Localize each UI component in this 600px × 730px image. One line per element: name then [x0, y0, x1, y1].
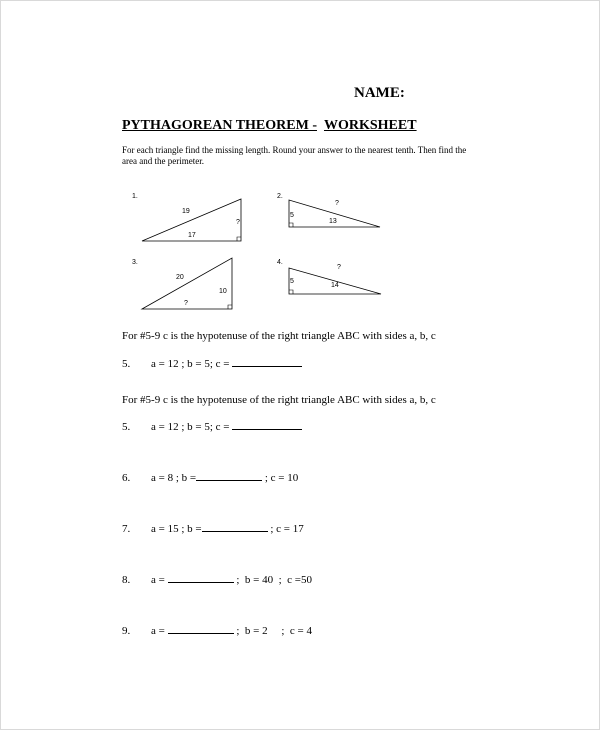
question-number: 5.: [122, 421, 131, 433]
answer-blank[interactable]: [196, 470, 262, 481]
question-8: [122, 572, 312, 586]
figure-2: [277, 193, 380, 227]
name-label: NAME:: [354, 85, 405, 101]
question-text-b: ; c = 17: [270, 523, 304, 535]
figure-1-hyp: 19: [182, 208, 190, 215]
question-9: [122, 623, 312, 637]
question-text: a = 12 ; b = 5; c =: [151, 421, 230, 433]
question-text-b: ; b = 2 ; c = 4: [236, 625, 312, 637]
question-text-b: ; c = 10: [264, 472, 299, 484]
section-2-intro: For #5-9 c is the hypotenuse of the right triangle ABC with sides a, b, c: [122, 394, 436, 406]
figure-2-hyp: ?: [335, 200, 339, 207]
figure-1: [132, 193, 241, 241]
figure-2-number: 2.: [277, 193, 283, 200]
figure-1-side: ?: [236, 219, 240, 226]
triangle-4: [289, 268, 381, 294]
question-7: [122, 521, 304, 535]
question-text: a = 12 ; b = 5; c =: [151, 358, 230, 370]
question-text-a: a = 8 ; b =: [151, 472, 197, 484]
figure-4-side: 5: [290, 278, 294, 285]
figure-3-base: ?: [184, 300, 188, 307]
question-text-b: ; b = 40 ; c =50: [236, 574, 312, 586]
question-number: 6.: [122, 472, 131, 484]
figure-4: [277, 259, 381, 294]
title-left: PYTHAGOREAN THEOREM -: [122, 118, 317, 133]
section-1-intro: For #5-9 c is the hypotenuse of the right triangle ABC with sides a, b, c: [122, 330, 436, 342]
figure-4-hyp: ?: [337, 264, 341, 271]
question-5b: [122, 419, 302, 433]
answer-blank[interactable]: [232, 356, 302, 367]
answer-blank[interactable]: [168, 572, 234, 583]
question-5a: [122, 356, 302, 370]
figure-1-number: 1.: [132, 193, 138, 200]
answer-blank[interactable]: [232, 419, 302, 430]
answer-blank[interactable]: [202, 521, 268, 532]
figure-2-side: 5: [290, 212, 294, 219]
question-text-a: a =: [151, 574, 165, 586]
question-number: 9.: [122, 625, 131, 637]
figure-1-base: 17: [188, 232, 196, 239]
triangle-figures: [122, 183, 412, 323]
figure-2-base: 13: [329, 218, 337, 225]
question-number: 8.: [122, 574, 131, 586]
figure-4-number: 4.: [277, 259, 283, 266]
answer-blank[interactable]: [168, 623, 234, 634]
worksheet-title: [122, 118, 417, 134]
figure-3-side: 10: [219, 288, 227, 295]
question-number: 5.: [122, 358, 131, 370]
figure-3-hyp: 20: [176, 274, 184, 281]
question-text-a: a =: [151, 625, 165, 637]
question-text-a: a = 15 ; b =: [151, 523, 202, 535]
question-number: 7.: [122, 523, 131, 535]
figure-4-base: 14: [331, 282, 339, 289]
figure-3-number: 3.: [132, 259, 138, 266]
instructions: For each triangle find the missing length. Round your answer to the nearest tenth. Then find the area and the perimeter.: [122, 145, 467, 166]
title-right: WORKSHEET: [323, 118, 417, 133]
question-6: [122, 470, 298, 484]
figure-3: [132, 258, 232, 309]
